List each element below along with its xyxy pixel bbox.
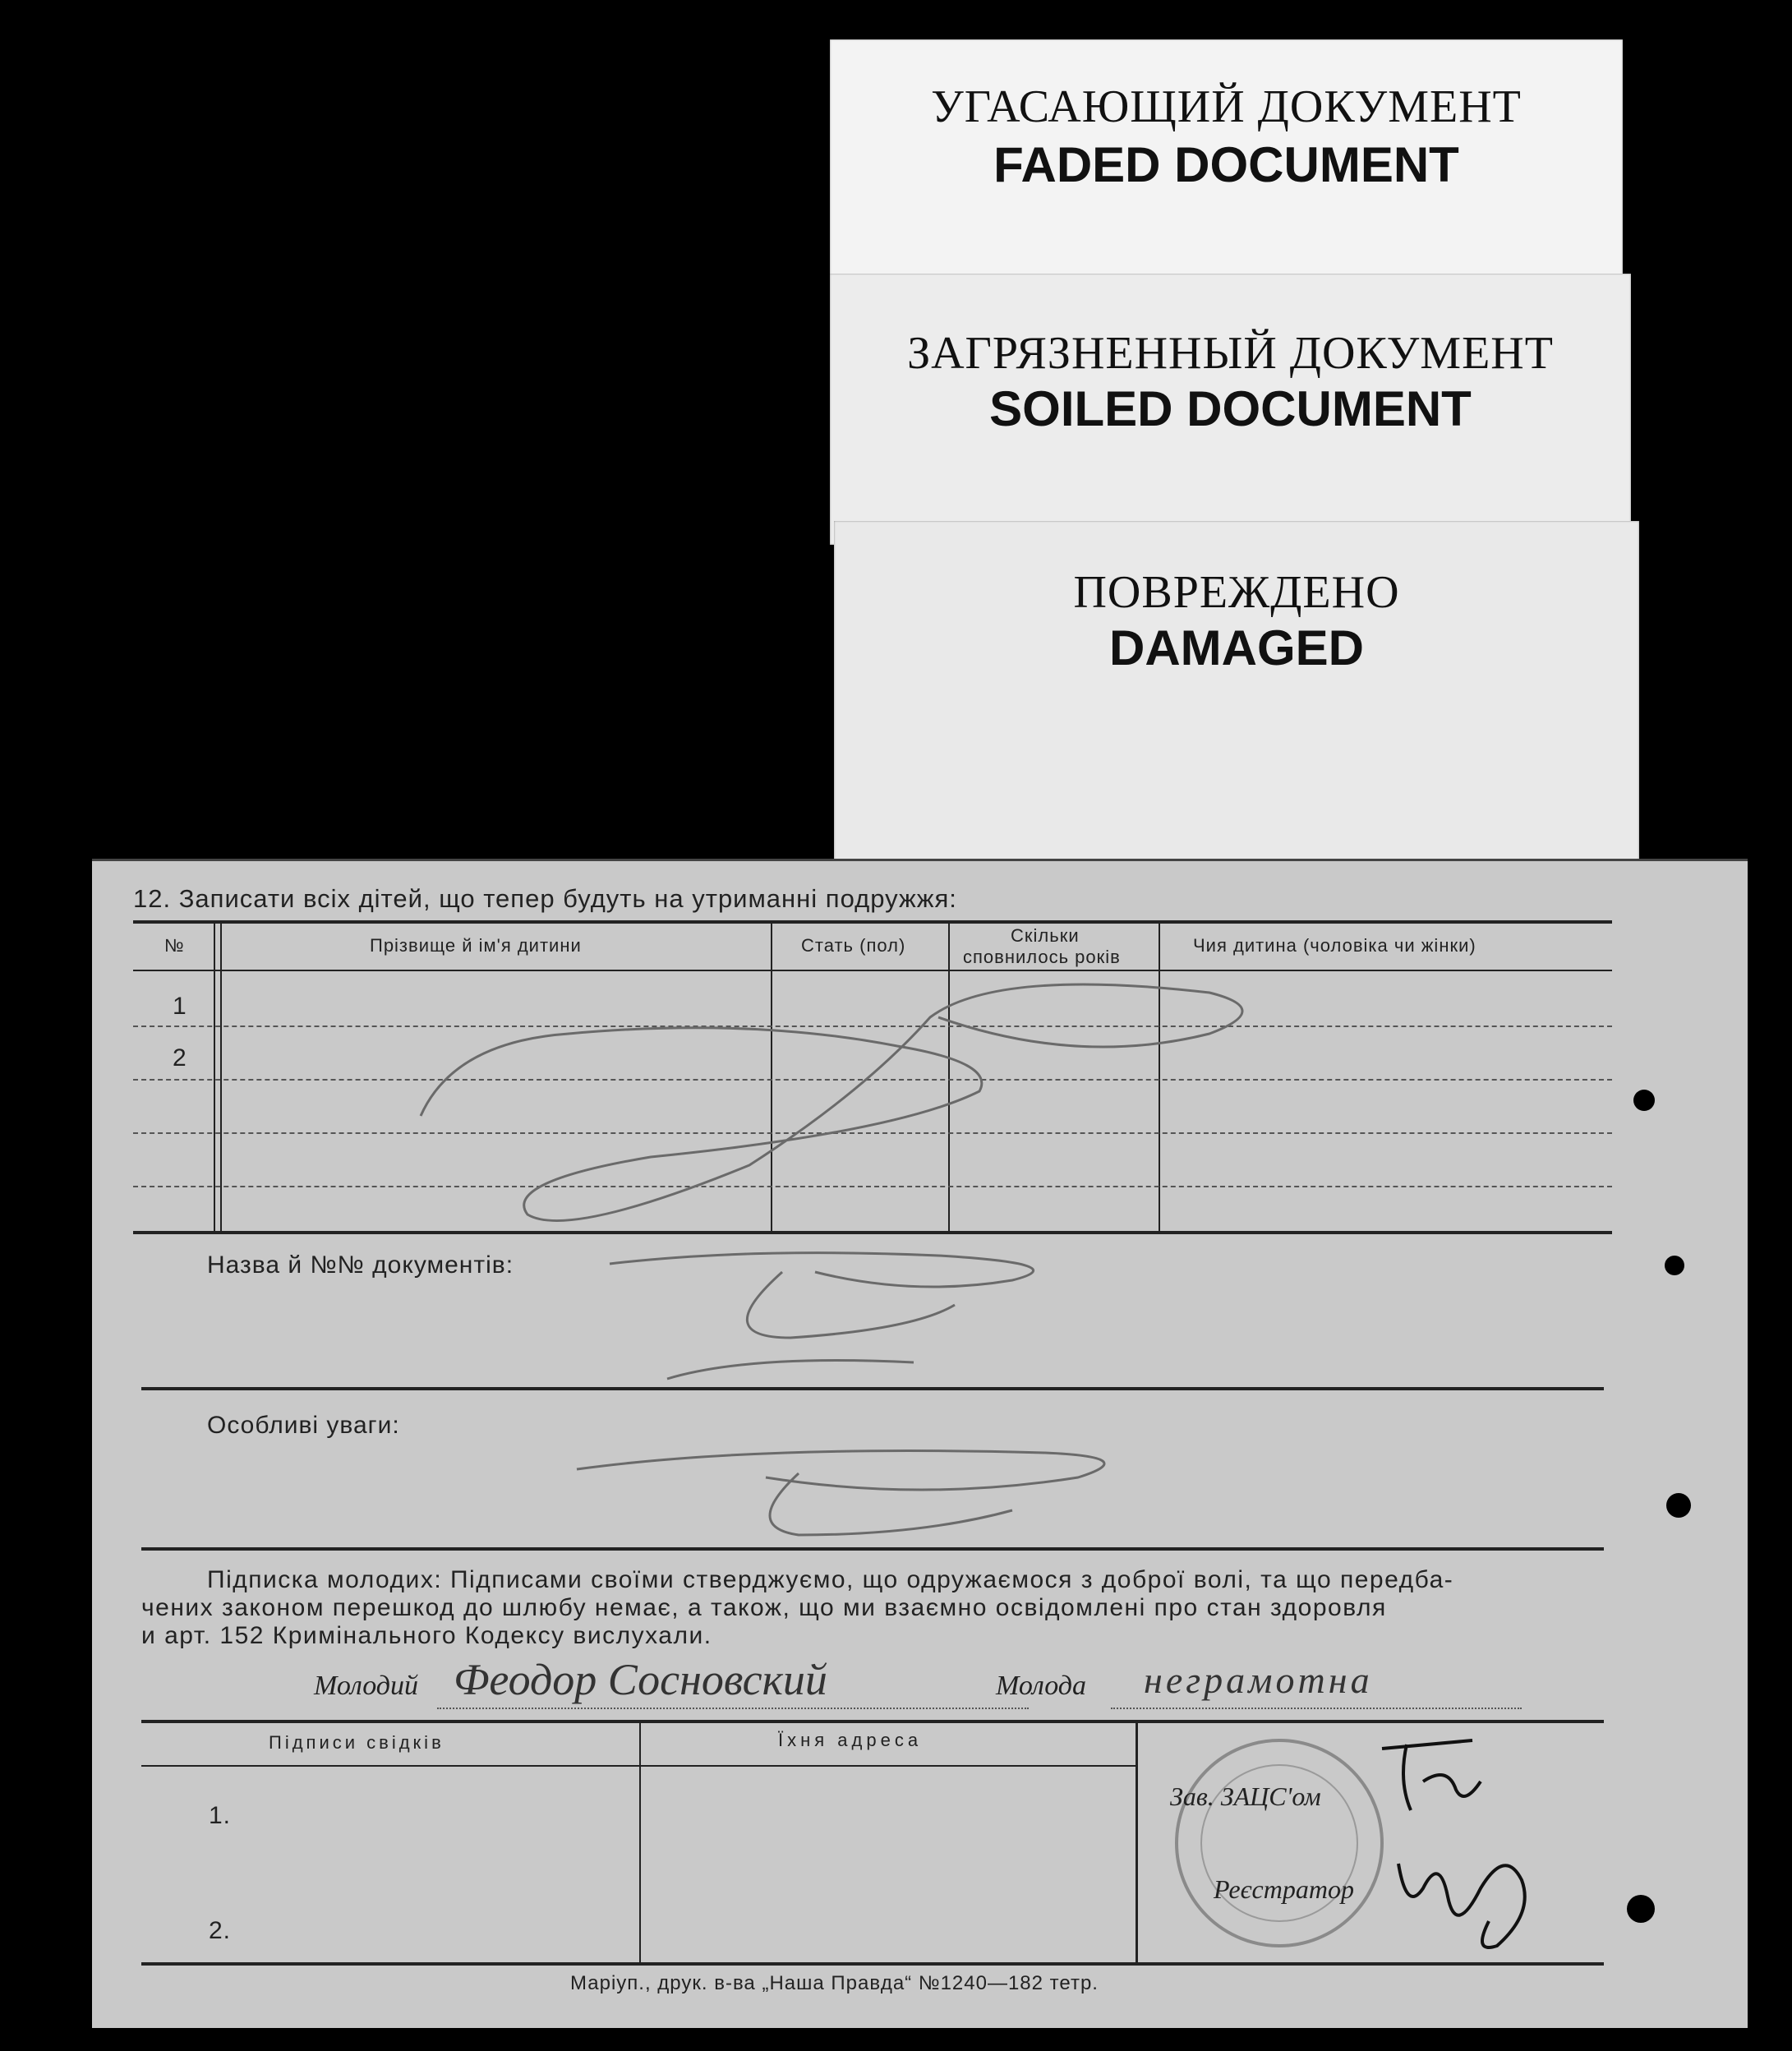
groom-label: Молодий xyxy=(314,1671,418,1701)
section-12-heading: 12. Записати всіх дітей, що тепер будуть на утриманні подружжя: xyxy=(133,884,957,913)
printer-imprint: Маріуп., друк. в-ва „Наша Правда“ №1240—182 тетр. xyxy=(570,1972,1099,1994)
bride-signature: неграмотна xyxy=(1144,1659,1373,1701)
column-header-age-line1: Скільки xyxy=(1011,925,1080,946)
declaration-line: и арт. 152 Кримінального Кодексу вислухали. xyxy=(141,1622,712,1649)
binding-hole xyxy=(1627,1895,1655,1923)
damaged-slip xyxy=(834,521,1639,866)
witness-row-number: 1. xyxy=(209,1802,232,1829)
head-signature xyxy=(1374,1732,1555,1831)
marriage-record-form xyxy=(92,859,1748,2028)
cancellation-scrawl xyxy=(552,1412,1177,1551)
column-header-age-line2: сповнилось років xyxy=(963,947,1121,967)
cancellation-scrawl xyxy=(404,968,1308,1231)
declaration-line: Підписка молодих: Підписами своїми стверджуємо, що одружаємося з доброї волі, та що передба- xyxy=(207,1566,1454,1593)
declaration-line: чених законом перешкод до шлюбу немає, а також, що ми взаємно освідомлені про стан здоровля xyxy=(141,1594,1387,1621)
slip-label-en: SOILED DOCUMENT xyxy=(989,381,1472,436)
official-seal xyxy=(1160,1724,1398,1962)
notes-label: Особливі уваги: xyxy=(207,1412,400,1439)
slip-label-ru: УГАСАЮЩИЙ ДОКУМЕНТ xyxy=(931,81,1522,132)
witness-signatures-header: Підписи свідків xyxy=(269,1732,445,1753)
groom-signature: Феодор Сосновский xyxy=(454,1655,827,1704)
head-of-registry-label: Зав. ЗАЦС'ом xyxy=(1170,1781,1321,1811)
row-number: 2 xyxy=(173,1044,187,1072)
column-header-number: № xyxy=(164,935,185,956)
cancellation-scrawl xyxy=(585,1239,1160,1395)
bride-label: Молода xyxy=(996,1671,1086,1701)
registrar-signature xyxy=(1390,1831,1579,1962)
slip-label-ru: ЗАГРЯЗНЕННЫЙ ДОКУМЕНТ xyxy=(907,328,1554,379)
slip-label-en: DAMAGED xyxy=(1109,620,1364,675)
witness-row-number: 2. xyxy=(209,1917,232,1944)
column-header-sex: Стать (пол) xyxy=(801,935,906,956)
slip-label-ru: ПОВРЕЖДЕНО xyxy=(1073,567,1400,618)
witness-address-header: Їхня адреса xyxy=(778,1730,923,1750)
binding-hole xyxy=(1666,1493,1691,1518)
column-header-child-name: Прізвище й ім'я дитини xyxy=(370,935,582,956)
binding-hole xyxy=(1633,1090,1655,1111)
row-number: 1 xyxy=(173,993,187,1020)
documents-label: Назва й №№ документів: xyxy=(207,1251,514,1279)
soiled-document-slip xyxy=(830,274,1631,545)
slip-label-en: FADED DOCUMENT xyxy=(993,137,1459,192)
binding-hole xyxy=(1665,1256,1684,1275)
registrar-label: Реєстратор xyxy=(1214,1874,1354,1904)
faded-document-slip xyxy=(830,39,1623,290)
column-header-whose-child: Чия дитина (чоловіка чи жінки) xyxy=(1193,935,1476,956)
